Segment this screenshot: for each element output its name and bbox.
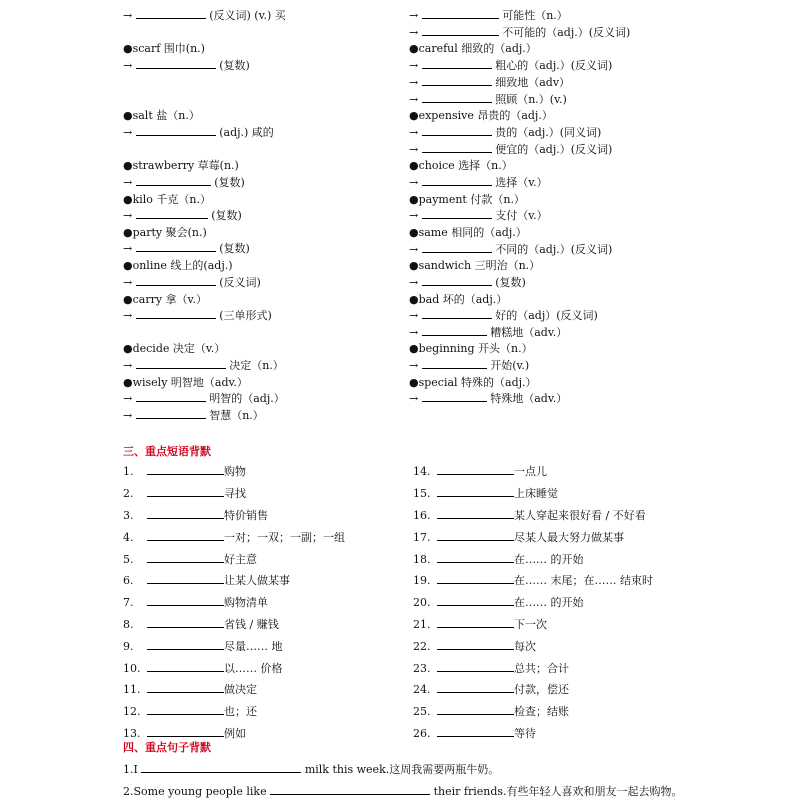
phrase-right-item xyxy=(413,683,569,697)
phrase-number: 25. xyxy=(413,705,431,718)
line-text: 可能性（n.） xyxy=(498,9,568,22)
line-text: → xyxy=(409,76,422,89)
line-text: 选择（v.） xyxy=(491,176,548,189)
phrase-number: 12. xyxy=(123,705,141,718)
phrase-left-item xyxy=(123,487,246,501)
answer-blank[interactable] xyxy=(147,553,224,563)
vocab-right-item xyxy=(409,293,507,307)
vocab-left-item xyxy=(123,392,285,406)
phrase-text: 购物清单 xyxy=(224,596,268,609)
line-text: → xyxy=(123,276,136,289)
vocab-right-item xyxy=(409,26,630,40)
answer-blank[interactable] xyxy=(422,76,492,86)
vocab-right-item xyxy=(409,259,540,273)
vocab-right-item xyxy=(409,9,568,23)
answer-blank[interactable] xyxy=(270,785,430,795)
answer-blank[interactable] xyxy=(147,531,224,541)
phrase-number: 18. xyxy=(413,553,431,566)
line-text: → xyxy=(409,26,422,39)
answer-blank[interactable] xyxy=(136,276,216,286)
answer-blank[interactable] xyxy=(136,309,216,319)
phrase-right-item xyxy=(413,531,624,545)
line-text: ●scarf 围巾(n.) xyxy=(123,42,205,55)
line-text: → xyxy=(123,242,136,255)
phrase-text: 每次 xyxy=(514,640,536,653)
phrase-right-item xyxy=(413,574,653,588)
line-text: → xyxy=(409,176,422,189)
line-text: → xyxy=(123,409,136,422)
phrase-number: 24. xyxy=(413,683,431,696)
vocab-right-item xyxy=(409,143,612,157)
line-text: → xyxy=(409,143,422,156)
answer-blank[interactable] xyxy=(147,509,224,519)
phrase-number: 11. xyxy=(123,683,141,696)
line-text: ●carry 拿（v.） xyxy=(123,293,207,306)
phrase-left-item xyxy=(123,705,257,719)
line-text: ●kilo 千克（n.） xyxy=(123,193,211,206)
line-text: ●bad 坏的（adj.） xyxy=(409,293,508,306)
phrase-number: 7. xyxy=(123,596,134,609)
answer-blank[interactable] xyxy=(437,574,514,584)
phrase-text: 在…… 末尾；在…… 结束时 xyxy=(514,574,653,587)
answer-blank[interactable] xyxy=(422,59,492,69)
line-text: → xyxy=(409,392,422,405)
answer-blank[interactable] xyxy=(422,326,487,336)
phrase-left-item xyxy=(123,574,290,588)
line-text: → xyxy=(123,59,136,72)
phrase-text: 尽某人最大努力做某事 xyxy=(514,531,624,544)
vocab-left-item xyxy=(123,109,200,123)
phrase-text: 下一次 xyxy=(514,618,547,631)
phrase-text: 特价销售 xyxy=(224,509,268,522)
line-text: ●payment 付款（n.） xyxy=(409,193,525,206)
phrase-right-item xyxy=(413,727,536,741)
answer-blank[interactable] xyxy=(136,9,206,19)
line-text: → xyxy=(123,176,136,189)
line-text: 决定（n.） xyxy=(225,359,284,372)
line-text: → xyxy=(123,9,136,22)
line-text: (反义词) xyxy=(215,276,261,289)
line-text: → xyxy=(409,209,422,222)
phrase-text: 以…… 价格 xyxy=(224,662,283,675)
phrase-text: 寻找 xyxy=(224,487,246,500)
line-text: → xyxy=(409,93,422,106)
sentence-suffix: their friends.有些年轻人喜欢和朋友一起去购物。 xyxy=(430,785,683,798)
line-text: 支付（v.） xyxy=(491,209,548,222)
answer-blank[interactable] xyxy=(437,662,514,672)
vocab-left-item xyxy=(123,309,272,323)
phrase-number: 23. xyxy=(413,662,431,675)
line-text: 不可能的（adj.）(反义词) xyxy=(498,26,631,39)
phrase-text: 等待 xyxy=(514,727,536,740)
phrase-number: 22. xyxy=(413,640,431,653)
phrase-right-item xyxy=(413,465,547,479)
vocab-right-item xyxy=(409,326,567,340)
answer-blank[interactable] xyxy=(437,487,514,497)
line-text: 贵的（adj.）(同义词) xyxy=(491,126,602,139)
sentence-item xyxy=(123,763,499,777)
vocab-left-item xyxy=(123,176,245,190)
line-text: (复数) xyxy=(491,276,526,289)
answer-blank[interactable] xyxy=(136,359,226,369)
phrase-number: 9. xyxy=(123,640,134,653)
line-text: 便宜的（adj.）(反义词) xyxy=(491,143,613,156)
phrase-text: 在…… 的开始 xyxy=(514,553,584,566)
phrase-right-item xyxy=(413,618,547,632)
answer-blank[interactable] xyxy=(437,531,514,541)
line-text: ●sandwich 三明治（n.） xyxy=(409,259,541,272)
vocab-right-item xyxy=(409,76,570,90)
phrase-left-item xyxy=(123,596,268,610)
phrase-right-item xyxy=(413,640,536,654)
line-text: 照顾（n.）(v.) xyxy=(491,93,567,106)
answer-blank[interactable] xyxy=(147,596,224,606)
line-text: ●choice 选择（n.） xyxy=(409,159,513,172)
vocab-right-item xyxy=(409,209,548,223)
answer-blank[interactable] xyxy=(422,93,492,103)
phrase-number: 16. xyxy=(413,509,431,522)
answer-blank[interactable] xyxy=(437,683,514,693)
phrase-text: 总共；合计 xyxy=(514,662,569,675)
phrase-right-item xyxy=(413,705,569,719)
phrase-number: 26. xyxy=(413,727,431,740)
phrase-text: 上床睡觉 xyxy=(514,487,558,500)
sentence-prefix: 1.I xyxy=(123,763,142,776)
phrase-text: 检查；结账 xyxy=(514,705,569,718)
phrase-left-item xyxy=(123,465,246,479)
answer-blank[interactable] xyxy=(437,465,514,475)
line-text: ●decide 决定（v.） xyxy=(123,342,226,355)
phrase-text: 在…… 的开始 xyxy=(514,596,584,609)
line-text: → xyxy=(409,59,422,72)
answer-blank[interactable] xyxy=(147,574,224,584)
answer-blank[interactable] xyxy=(437,727,514,737)
phrase-right-item xyxy=(413,487,558,501)
answer-blank[interactable] xyxy=(147,640,224,650)
phrase-text: 某人穿起来很好看 / 不好看 xyxy=(514,509,646,522)
line-text: ●careful 细致的（adj.） xyxy=(409,42,537,55)
phrase-number: 3. xyxy=(123,509,134,522)
answer-blank[interactable] xyxy=(136,209,208,219)
answer-blank[interactable] xyxy=(422,276,492,286)
answer-blank[interactable] xyxy=(422,209,492,219)
answer-blank[interactable] xyxy=(147,705,224,715)
vocab-left-item xyxy=(123,276,261,290)
answer-blank[interactable] xyxy=(147,465,224,475)
vocab-left-item xyxy=(123,342,225,356)
section-3-title: 三、重点短语背默 xyxy=(123,445,211,458)
phrase-text: 做决定 xyxy=(224,683,257,696)
line-text: 细致地（adv） xyxy=(491,76,571,89)
answer-blank[interactable] xyxy=(136,392,206,402)
phrase-text: 尽量…… 地 xyxy=(224,640,283,653)
phrase-text: 好主意 xyxy=(224,553,257,566)
phrase-number: 4. xyxy=(123,531,134,544)
phrase-left-item xyxy=(123,618,279,632)
line-text: ●party 聚会(n.) xyxy=(123,226,207,239)
line-text: → xyxy=(409,359,422,372)
answer-blank[interactable] xyxy=(141,763,301,773)
line-text: 智慧（n.） xyxy=(205,409,264,422)
phrase-left-item xyxy=(123,553,257,567)
phrase-number: 6. xyxy=(123,574,134,587)
sentence-prefix: 2.Some young people like xyxy=(123,785,271,798)
line-text: → xyxy=(123,126,136,139)
line-text: → xyxy=(409,126,422,139)
phrase-right-item xyxy=(413,596,584,610)
line-text: → xyxy=(123,392,136,405)
answer-blank[interactable] xyxy=(437,640,514,650)
vocab-right-item xyxy=(409,176,548,190)
phrase-number: 21. xyxy=(413,618,431,631)
line-text: (复数) xyxy=(210,176,245,189)
vocab-right-item xyxy=(409,159,513,173)
line-text: (复数) xyxy=(215,59,250,72)
vocab-left-item xyxy=(123,193,211,207)
answer-blank[interactable] xyxy=(422,359,487,369)
vocab-left-item xyxy=(123,376,248,390)
phrase-left-item xyxy=(123,640,283,654)
vocab-left-item xyxy=(123,226,207,240)
phrase-number: 20. xyxy=(413,596,431,609)
vocab-right-item xyxy=(409,376,537,390)
line-text: 糟糕地（adv.） xyxy=(486,326,568,339)
phrase-number: 8. xyxy=(123,618,134,631)
sentence-item xyxy=(123,785,683,799)
vocab-right-item xyxy=(409,359,529,373)
answer-blank[interactable] xyxy=(136,242,216,252)
vocab-right-item xyxy=(409,193,525,207)
vocab-left-item xyxy=(123,242,250,256)
answer-blank[interactable] xyxy=(437,553,514,563)
line-text: → xyxy=(409,309,422,322)
phrase-number: 1. xyxy=(123,465,134,478)
line-text: 明智的（adj.） xyxy=(205,392,285,405)
phrase-number: 5. xyxy=(123,553,134,566)
answer-blank[interactable] xyxy=(422,243,492,253)
phrase-number: 13. xyxy=(123,727,141,740)
vocab-right-item xyxy=(409,342,533,356)
phrase-left-item xyxy=(123,509,268,523)
answer-blank[interactable] xyxy=(422,392,487,402)
line-text: 不同的（adj.）(反义词) xyxy=(491,243,613,256)
vocab-right-item xyxy=(409,226,527,240)
line-text: (三单形式) xyxy=(215,309,272,322)
vocab-left-item xyxy=(123,59,250,73)
vocab-left-item xyxy=(123,359,284,373)
answer-blank[interactable] xyxy=(422,126,492,136)
line-text: ●same 相同的（adj.） xyxy=(409,226,527,239)
vocab-right-item xyxy=(409,59,612,73)
vocab-left-item xyxy=(123,209,242,223)
line-text: ●expensive 昂贵的（adj.） xyxy=(409,109,553,122)
phrase-text: 省钱 / 赚钱 xyxy=(224,618,279,631)
answer-blank[interactable] xyxy=(136,409,206,419)
vocab-left-item xyxy=(123,42,205,56)
line-text: (反义词) (v.) 买 xyxy=(205,9,286,22)
line-text: 粗心的（adj.）(反义词) xyxy=(491,59,613,72)
line-text: (复数) xyxy=(215,242,250,255)
answer-blank[interactable] xyxy=(136,176,211,186)
line-text: 特殊地（adv.） xyxy=(486,392,568,405)
vocab-right-item xyxy=(409,276,526,290)
vocab-right-item xyxy=(409,309,598,323)
line-text: 好的（adj）(反义词) xyxy=(491,309,598,322)
vocab-right-item xyxy=(409,93,567,107)
line-text: → xyxy=(409,9,422,22)
answer-blank[interactable] xyxy=(147,487,224,497)
phrase-number: 10. xyxy=(123,662,141,675)
line-text: (复数) xyxy=(207,209,242,222)
phrase-left-item xyxy=(123,531,345,545)
line-text: → xyxy=(123,359,136,372)
line-text: → xyxy=(409,276,422,289)
phrase-text: 一对；一双；一副；一组 xyxy=(224,531,345,544)
line-text: ●salt 盐（n.） xyxy=(123,109,200,122)
phrase-number: 17. xyxy=(413,531,431,544)
phrase-right-item xyxy=(413,662,569,676)
sentence-suffix: milk this week.这周我需要两瓶牛奶。 xyxy=(301,763,500,776)
vocab-left-item xyxy=(123,9,286,23)
vocab-left-item xyxy=(123,259,233,273)
answer-blank[interactable] xyxy=(422,309,492,319)
line-text: (adj.) 咸的 xyxy=(215,126,274,139)
phrase-text: 让某人做某事 xyxy=(224,574,290,587)
answer-blank[interactable] xyxy=(422,176,492,186)
answer-blank[interactable] xyxy=(422,26,499,36)
phrase-left-item xyxy=(123,683,257,697)
answer-blank[interactable] xyxy=(136,59,216,69)
line-text: → xyxy=(123,209,136,222)
phrase-text: 也；还 xyxy=(224,705,257,718)
phrase-left-item xyxy=(123,662,283,676)
answer-blank[interactable] xyxy=(437,509,514,519)
answer-blank[interactable] xyxy=(437,618,514,628)
answer-blank[interactable] xyxy=(147,683,224,693)
vocab-left-item xyxy=(123,126,274,140)
line-text: → xyxy=(409,243,422,256)
answer-blank[interactable] xyxy=(422,143,492,153)
phrase-right-item xyxy=(413,553,584,567)
line-text: ●strawberry 草莓(n.) xyxy=(123,159,239,172)
phrase-text: 付款，偿还 xyxy=(514,683,569,696)
answer-blank[interactable] xyxy=(437,596,514,606)
line-text: ●special 特殊的（adj.） xyxy=(409,376,537,389)
phrase-number: 2. xyxy=(123,487,134,500)
line-text: ●beginning 开头（n.） xyxy=(409,342,533,355)
vocab-right-item xyxy=(409,392,567,406)
phrase-number: 19. xyxy=(413,574,431,587)
vocab-right-item xyxy=(409,42,537,56)
phrase-left-item xyxy=(123,727,246,741)
answer-blank[interactable] xyxy=(437,705,514,715)
line-text: ●wisely 明智地（adv.） xyxy=(123,376,248,389)
phrase-text: 购物 xyxy=(224,465,246,478)
vocab-right-item xyxy=(409,126,601,140)
line-text: → xyxy=(409,326,422,339)
answer-blank[interactable] xyxy=(422,9,499,19)
answer-blank[interactable] xyxy=(136,126,216,136)
vocab-left-item xyxy=(123,159,239,173)
answer-blank[interactable] xyxy=(147,727,224,737)
phrase-text: 例如 xyxy=(224,727,246,740)
vocab-left-item xyxy=(123,409,264,423)
vocab-left-item xyxy=(123,293,207,307)
phrase-number: 14. xyxy=(413,465,431,478)
line-text: ●online 线上的(adj.) xyxy=(123,259,233,272)
line-text: 开始(v.) xyxy=(486,359,530,372)
phrase-number: 15. xyxy=(413,487,431,500)
answer-blank[interactable] xyxy=(147,662,224,672)
vocab-right-item xyxy=(409,243,612,257)
answer-blank[interactable] xyxy=(147,618,224,628)
line-text: → xyxy=(123,309,136,322)
phrase-text: 一点儿 xyxy=(514,465,547,478)
section-4-title: 四、重点句子背默 xyxy=(123,741,211,754)
vocab-right-item xyxy=(409,109,553,123)
phrase-right-item xyxy=(413,509,646,523)
